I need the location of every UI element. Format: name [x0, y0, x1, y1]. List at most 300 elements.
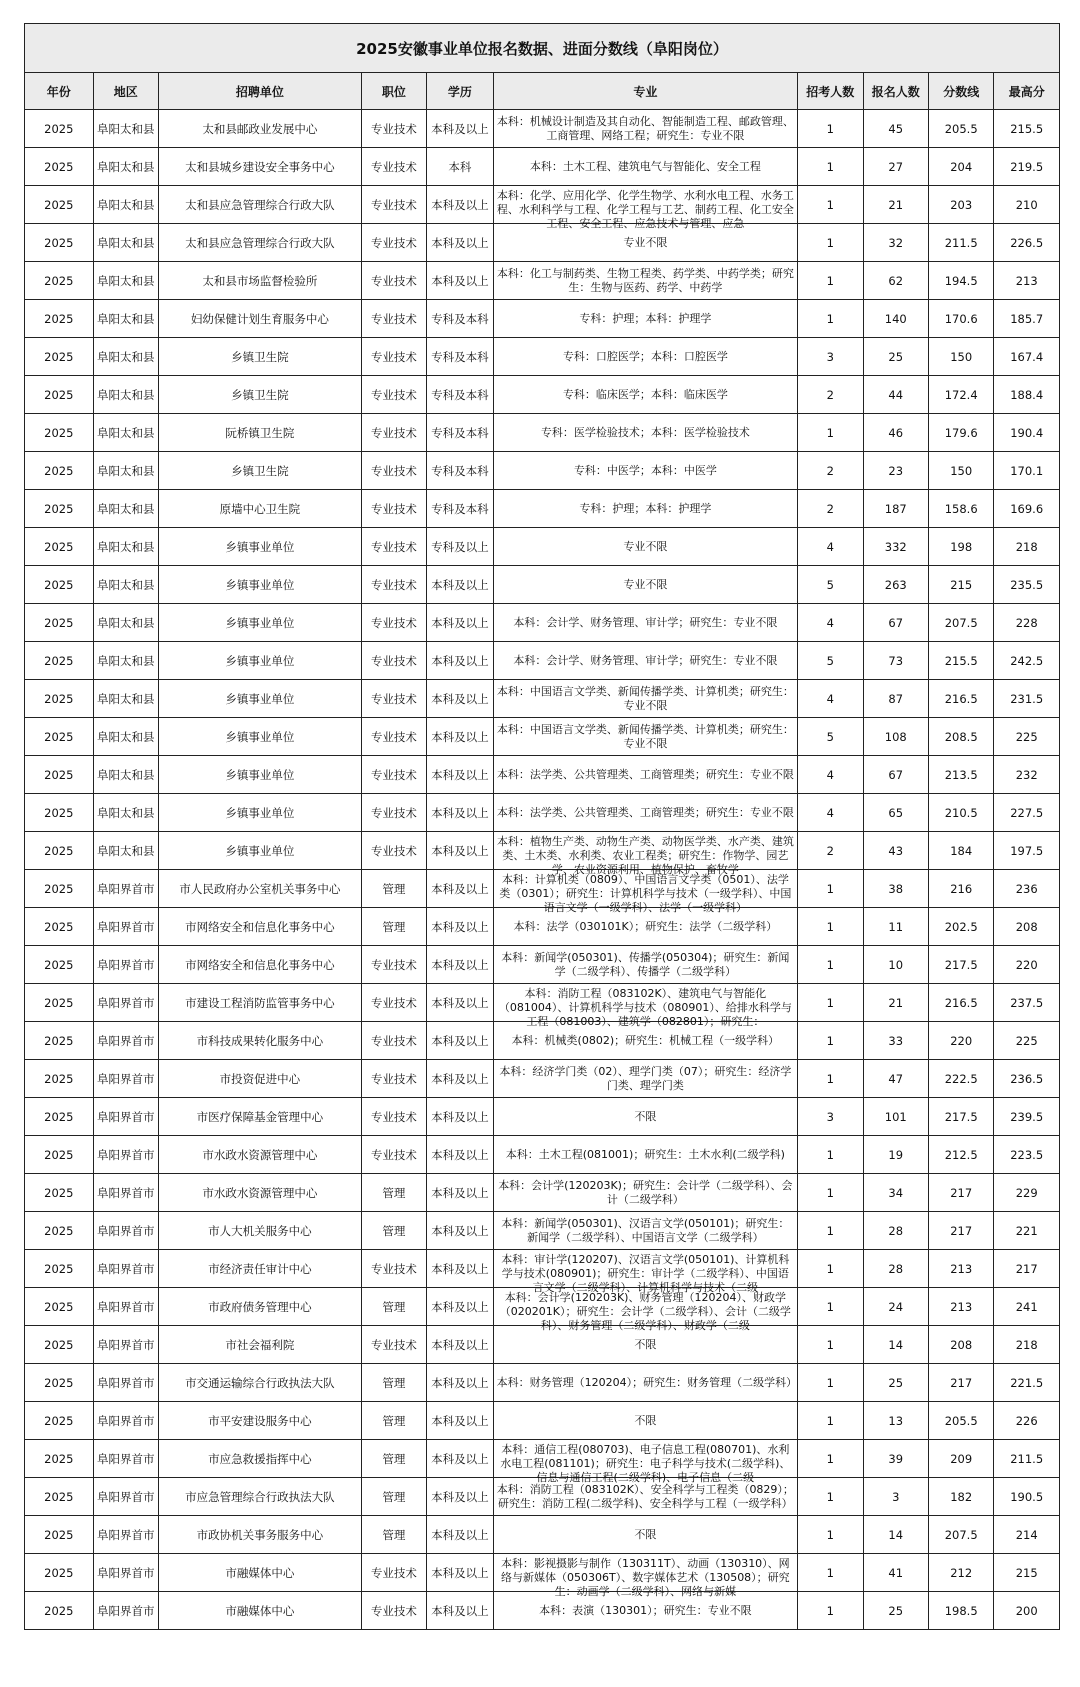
- position-cell: 专业技术: [361, 794, 426, 832]
- major-cell: [493, 566, 797, 604]
- major-text: 专科：口腔医学；本科：口腔医学: [562, 349, 728, 363]
- cutoff-score-cell: 216.5: [928, 680, 993, 718]
- max-score-cell: 170.1: [994, 452, 1060, 490]
- education-cell: 专科及本科: [427, 376, 494, 414]
- major-text: 本科：审计学(120207)、汉语言文学(050101)、计算机科学与技术(080901)；研究生：审计学（二级学科）、中国语言文学（二级学科）、计算机科学与技术（二级: [501, 1252, 790, 1294]
- region-cell: 阜阳太和县: [93, 110, 158, 148]
- major-text: 本科：通信工程(080703)、电子信息工程(080701)、水利水电工程(081101)；研究生：电子科学与技术(二级学科)、信息与通信工程(二级学科)、电子信息（二级: [500, 1442, 791, 1484]
- openings-cell: 3: [798, 338, 863, 376]
- education-cell: 本科及以上: [427, 566, 494, 604]
- applicants-cell: 3: [863, 1478, 928, 1516]
- position-cell: 管理: [361, 1440, 426, 1478]
- openings-cell: 1: [798, 1060, 863, 1098]
- employer-cell: 乡镇卫生院: [159, 338, 362, 376]
- openings-cell: 4: [798, 756, 863, 794]
- region-cell: 阜阳太和县: [93, 300, 158, 338]
- position-cell: 专业技术: [361, 148, 426, 186]
- table-row: [25, 604, 1060, 642]
- position-cell: 专业技术: [361, 452, 426, 490]
- year-cell: 2025: [25, 490, 94, 528]
- year-cell: 2025: [25, 1174, 94, 1212]
- max-score-cell: 219.5: [994, 148, 1060, 186]
- major-text: 本科：计算机类（0809）、中国语言文学类（0501）、法学类（0301）；研究生：计算机科学与技术（一级学科）、中国语言文学（一级学科）、法学（一级学科）: [499, 872, 792, 914]
- year-cell: 2025: [25, 186, 94, 224]
- region-cell: 阜阳太和县: [93, 452, 158, 490]
- major-text: 本科：会计学、财务管理、审计学；研究生：专业不限: [513, 653, 778, 667]
- table-row: [25, 338, 1060, 376]
- applicants-cell: 43: [863, 832, 928, 870]
- table-row: [25, 680, 1060, 718]
- major-cell: [493, 148, 797, 186]
- major-cell: [493, 1554, 797, 1598]
- openings-cell: 1: [798, 1326, 863, 1364]
- position-cell: 管理: [361, 1174, 426, 1212]
- openings-cell: 4: [798, 604, 863, 642]
- education-cell: 专科及本科: [427, 490, 494, 528]
- cutoff-score-cell: 209: [928, 1440, 993, 1478]
- applicants-cell: 38: [863, 870, 928, 908]
- applicants-cell: 39: [863, 1440, 928, 1478]
- max-score-cell: 221.5: [994, 1364, 1060, 1402]
- max-score-cell: 197.5: [994, 832, 1060, 870]
- employer-cell: 市应急管理综合行政执法大队: [159, 1478, 362, 1516]
- year-cell: 2025: [25, 338, 94, 376]
- major-text: 本科：消防工程（083102K）、建筑电气与智能化（081004）、计算机科学与技术（080901）、给排水科学与工程（081003）、建筑学（082801）；研究生：: [498, 986, 792, 1028]
- applicants-cell: 45: [863, 110, 928, 148]
- major-text: 本科：化工与制药类、生物工程类、药学类、中药学类；研究生：生物与医药、药学、中药学: [496, 266, 794, 294]
- openings-cell: 1: [798, 300, 863, 338]
- year-cell: 2025: [25, 756, 94, 794]
- applicants-cell: 332: [863, 528, 928, 566]
- max-score-cell: 235.5: [994, 566, 1060, 604]
- table-row: [25, 1440, 1060, 1478]
- applicants-cell: 263: [863, 566, 928, 604]
- table-row: [25, 1402, 1060, 1440]
- openings-cell: 1: [798, 1402, 863, 1440]
- table-row: [25, 1250, 1060, 1288]
- major-text: 本科：法学类、公共管理类、工商管理类；研究生：专业不限: [496, 805, 794, 819]
- major-cell: [493, 1174, 797, 1212]
- education-cell: 本科及以上: [427, 984, 494, 1022]
- applicants-cell: 25: [863, 1364, 928, 1402]
- table-row: [25, 452, 1060, 490]
- education-cell: 本科及以上: [427, 1022, 494, 1060]
- applicants-cell: 46: [863, 414, 928, 452]
- applicants-cell: 34: [863, 1174, 928, 1212]
- max-score-cell: 215: [994, 1554, 1060, 1592]
- max-score-cell: 242.5: [994, 642, 1060, 680]
- major-text: 不限: [634, 1413, 657, 1427]
- region-cell: 阜阳太和县: [93, 718, 158, 756]
- table-row: [25, 414, 1060, 452]
- max-score-cell: 239.5: [994, 1098, 1060, 1136]
- major-text: 专业不限: [623, 235, 668, 249]
- employer-cell: 乡镇事业单位: [159, 756, 362, 794]
- max-score-cell: 241: [994, 1288, 1060, 1326]
- major-text: 专科：中医学；本科：中医学: [573, 463, 717, 477]
- major-text: 本科：机械类(0802)；研究生：机械工程（一级学科）: [511, 1033, 780, 1047]
- position-cell: 专业技术: [361, 490, 426, 528]
- header-year: 年份: [25, 73, 94, 110]
- applicants-cell: 21: [863, 186, 928, 224]
- table-row: [25, 1060, 1060, 1098]
- position-cell: 专业技术: [361, 604, 426, 642]
- header-employer: 招聘单位: [159, 73, 362, 110]
- employer-cell: 太和县应急管理综合行政大队: [159, 224, 362, 262]
- year-cell: 2025: [25, 224, 94, 262]
- position-cell: 专业技术: [361, 1022, 426, 1060]
- cutoff-score-cell: 208.5: [928, 718, 993, 756]
- major-cell: [493, 946, 797, 984]
- employer-cell: 市平安建设服务中心: [159, 1402, 362, 1440]
- openings-cell: 4: [798, 794, 863, 832]
- major-text: 不限: [634, 1109, 657, 1123]
- header-position: 职位: [361, 73, 426, 110]
- openings-cell: 1: [798, 1288, 863, 1326]
- employer-cell: 太和县应急管理综合行政大队: [159, 186, 362, 224]
- region-cell: 阜阳界首市: [93, 1098, 158, 1136]
- year-cell: 2025: [25, 1478, 94, 1516]
- position-cell: 管理: [361, 1364, 426, 1402]
- year-cell: 2025: [25, 1288, 94, 1326]
- employer-cell: 太和县城乡建设安全事务中心: [159, 148, 362, 186]
- region-cell: 阜阳界首市: [93, 908, 158, 946]
- max-score-cell: 218: [994, 1326, 1060, 1364]
- employer-cell: 市政协机关事务服务中心: [159, 1516, 362, 1554]
- region-cell: 阜阳太和县: [93, 338, 158, 376]
- table-body: [25, 110, 1060, 1630]
- applicants-cell: 13: [863, 1402, 928, 1440]
- applicants-cell: 65: [863, 794, 928, 832]
- major-cell: [493, 110, 797, 148]
- cutoff-score-cell: 215: [928, 566, 993, 604]
- applicants-cell: 62: [863, 262, 928, 300]
- education-cell: 本科及以上: [427, 186, 494, 224]
- region-cell: 阜阳太和县: [93, 794, 158, 832]
- applicants-cell: 24: [863, 1288, 928, 1326]
- applicants-cell: 41: [863, 1554, 928, 1592]
- cutoff-score-cell: 213.5: [928, 756, 993, 794]
- region-cell: 阜阳界首市: [93, 1326, 158, 1364]
- position-cell: 管理: [361, 1212, 426, 1250]
- employer-cell: 太和县邮政业发展中心: [159, 110, 362, 148]
- table-row: [25, 1478, 1060, 1516]
- max-score-cell: 225: [994, 1022, 1060, 1060]
- cutoff-score-cell: 202.5: [928, 908, 993, 946]
- major-text: 本科：消防工程（083102K）、安全科学与工程类（0829）；研究生：消防工程(二级学科)、安全科学与工程（一级学科）: [496, 1482, 794, 1510]
- major-cell: [493, 1250, 797, 1294]
- employer-cell: 市投资促进中心: [159, 1060, 362, 1098]
- max-score-cell: 225: [994, 718, 1060, 756]
- position-cell: 管理: [361, 1288, 426, 1326]
- applicants-cell: 21: [863, 984, 928, 1022]
- major-cell: [493, 680, 797, 718]
- max-score-cell: 228: [994, 604, 1060, 642]
- region-cell: 阜阳界首市: [93, 1136, 158, 1174]
- cutoff-score-cell: 194.5: [928, 262, 993, 300]
- major-cell: [493, 528, 797, 566]
- openings-cell: 5: [798, 566, 863, 604]
- table-row: [25, 870, 1060, 908]
- position-cell: 管理: [361, 1478, 426, 1516]
- table-row: [25, 1592, 1060, 1630]
- major-cell: [493, 756, 797, 794]
- employer-cell: 市水政水资源管理中心: [159, 1174, 362, 1212]
- applicants-cell: 187: [863, 490, 928, 528]
- region-cell: 阜阳界首市: [93, 1516, 158, 1554]
- table-header-row: [25, 73, 1060, 110]
- year-cell: 2025: [25, 148, 94, 186]
- employer-cell: 乡镇事业单位: [159, 794, 362, 832]
- region-cell: 阜阳界首市: [93, 1212, 158, 1250]
- cutoff-score-cell: 150: [928, 338, 993, 376]
- education-cell: 本科及以上: [427, 1136, 494, 1174]
- cutoff-score-cell: 204: [928, 148, 993, 186]
- max-score-cell: 169.6: [994, 490, 1060, 528]
- max-score-cell: 221: [994, 1212, 1060, 1250]
- year-cell: 2025: [25, 832, 94, 870]
- education-cell: 本科及以上: [427, 1364, 494, 1402]
- employer-cell: 乡镇事业单位: [159, 642, 362, 680]
- employer-cell: 乡镇事业单位: [159, 680, 362, 718]
- cutoff-score-cell: 216: [928, 870, 993, 908]
- position-cell: 专业技术: [361, 376, 426, 414]
- major-cell: [493, 1060, 797, 1098]
- major-text: 本科：中国语言文学类、新闻传播学类、计算机类；研究生：专业不限: [496, 684, 794, 712]
- applicants-cell: 47: [863, 1060, 928, 1098]
- max-score-cell: 227.5: [994, 794, 1060, 832]
- major-text: 不限: [634, 1527, 657, 1541]
- region-cell: 阜阳界首市: [93, 1592, 158, 1630]
- position-cell: 专业技术: [361, 110, 426, 148]
- year-cell: 2025: [25, 110, 94, 148]
- year-cell: 2025: [25, 984, 94, 1022]
- max-score-cell: 213: [994, 262, 1060, 300]
- major-text: 本科：财务管理（120204）；研究生：财务管理（二级学科）: [496, 1375, 798, 1389]
- major-text: 本科：土木工程、建筑电气与智能化、安全工程: [529, 159, 761, 173]
- major-text: 专科：护理；本科：护理学: [579, 311, 712, 325]
- position-cell: 管理: [361, 870, 426, 908]
- education-cell: 本科及以上: [427, 1478, 494, 1516]
- region-cell: 阜阳太和县: [93, 376, 158, 414]
- cutoff-score-cell: 170.6: [928, 300, 993, 338]
- major-cell: [493, 338, 797, 376]
- table-row: [25, 186, 1060, 224]
- employer-cell: 市交通运输综合行政执法大队: [159, 1364, 362, 1402]
- position-cell: 专业技术: [361, 528, 426, 566]
- year-cell: 2025: [25, 1250, 94, 1288]
- education-cell: 本科及以上: [427, 1440, 494, 1478]
- openings-cell: 1: [798, 908, 863, 946]
- cutoff-score-cell: 210.5: [928, 794, 993, 832]
- cutoff-score-cell: 217: [928, 1364, 993, 1402]
- position-cell: 专业技术: [361, 414, 426, 452]
- major-cell: [493, 262, 797, 300]
- openings-cell: 1: [798, 946, 863, 984]
- max-score-cell: 229: [994, 1174, 1060, 1212]
- max-score-cell: 210: [994, 186, 1060, 224]
- table-row: [25, 224, 1060, 262]
- max-score-cell: 188.4: [994, 376, 1060, 414]
- major-cell: [493, 1136, 797, 1174]
- max-score-cell: 208: [994, 908, 1060, 946]
- education-cell: 本科及以上: [427, 832, 494, 870]
- major-text: 专业不限: [623, 539, 668, 553]
- table-row: [25, 1516, 1060, 1554]
- region-cell: 阜阳太和县: [93, 604, 158, 642]
- employer-cell: 市水政水资源管理中心: [159, 1136, 362, 1174]
- position-cell: 专业技术: [361, 718, 426, 756]
- year-cell: 2025: [25, 1516, 94, 1554]
- region-cell: 阜阳太和县: [93, 490, 158, 528]
- major-cell: [493, 1440, 797, 1484]
- region-cell: 阜阳界首市: [93, 1478, 158, 1516]
- major-text: 本科：机械设计制造及其自动化、智能制造工程、邮政管理、工商管理、网络工程；研究生：专业不限: [496, 114, 794, 142]
- header-education: 学历: [427, 73, 494, 110]
- cutoff-score-cell: 150: [928, 452, 993, 490]
- cutoff-score-cell: 216.5: [928, 984, 993, 1022]
- education-cell: 本科及以上: [427, 1212, 494, 1250]
- cutoff-score-cell: 203: [928, 186, 993, 224]
- major-text: 专科：护理；本科：护理学: [579, 501, 712, 515]
- table-row: [25, 756, 1060, 794]
- position-cell: 专业技术: [361, 1060, 426, 1098]
- cutoff-score-cell: 207.5: [928, 1516, 993, 1554]
- employer-cell: 太和县市场监督检验所: [159, 262, 362, 300]
- max-score-cell: 167.4: [994, 338, 1060, 376]
- major-text: 本科：植物生产类、动物生产类、动物医学类、水产类、建筑类、土木类、水利类、农业工程类；研究生：作物学、园艺学、农业资源利用、植物保护、畜牧学: [496, 834, 794, 876]
- employer-cell: 市科技成果转化服务中心: [159, 1022, 362, 1060]
- education-cell: 本科: [427, 148, 494, 186]
- applicants-cell: 23: [863, 452, 928, 490]
- employer-cell: 市医疗保障基金管理中心: [159, 1098, 362, 1136]
- openings-cell: 1: [798, 1478, 863, 1516]
- position-cell: 专业技术: [361, 984, 426, 1022]
- education-cell: 专科及本科: [427, 414, 494, 452]
- major-text: 本科：土木工程(081001)；研究生：土木水利(二级学科): [505, 1147, 785, 1161]
- table-row: [25, 148, 1060, 186]
- employer-cell: 市政府债务管理中心: [159, 1288, 362, 1326]
- applicants-cell: 19: [863, 1136, 928, 1174]
- major-cell: [493, 1212, 797, 1250]
- year-cell: 2025: [25, 604, 94, 642]
- max-score-cell: 226: [994, 1402, 1060, 1440]
- applicants-cell: 11: [863, 908, 928, 946]
- position-cell: 专业技术: [361, 262, 426, 300]
- position-cell: 专业技术: [361, 338, 426, 376]
- table-row: [25, 566, 1060, 604]
- cutoff-score-cell: 212.5: [928, 1136, 993, 1174]
- education-cell: 本科及以上: [427, 1174, 494, 1212]
- region-cell: 阜阳界首市: [93, 946, 158, 984]
- year-cell: 2025: [25, 1326, 94, 1364]
- year-cell: 2025: [25, 908, 94, 946]
- openings-cell: 1: [798, 262, 863, 300]
- major-text: 本科：表演（130301）；研究生：专业不限: [539, 1603, 752, 1617]
- cutoff-score-cell: 198: [928, 528, 993, 566]
- openings-cell: 2: [798, 376, 863, 414]
- max-score-cell: 236: [994, 870, 1060, 908]
- education-cell: 本科及以上: [427, 908, 494, 946]
- employer-cell: 市建设工程消防监管事务中心: [159, 984, 362, 1022]
- region-cell: 阜阳太和县: [93, 224, 158, 262]
- openings-cell: 1: [798, 984, 863, 1022]
- major-cell: [493, 832, 797, 876]
- year-cell: 2025: [25, 1022, 94, 1060]
- education-cell: 本科及以上: [427, 1402, 494, 1440]
- max-score-cell: 190.5: [994, 1478, 1060, 1516]
- applicants-cell: 14: [863, 1326, 928, 1364]
- applicants-cell: 32: [863, 224, 928, 262]
- education-cell: 专科及本科: [427, 300, 494, 338]
- applicants-cell: 28: [863, 1212, 928, 1250]
- openings-cell: 1: [798, 1136, 863, 1174]
- year-cell: 2025: [25, 1554, 94, 1592]
- year-cell: 2025: [25, 680, 94, 718]
- employer-cell: 乡镇卫生院: [159, 452, 362, 490]
- openings-cell: 1: [798, 148, 863, 186]
- cutoff-score-cell: 217: [928, 1212, 993, 1250]
- major-cell: [493, 452, 797, 490]
- employer-cell: 乡镇事业单位: [159, 566, 362, 604]
- table-row: [25, 718, 1060, 756]
- table-row: [25, 1098, 1060, 1136]
- cutoff-score-cell: 184: [928, 832, 993, 870]
- cutoff-score-cell: 205.5: [928, 1402, 993, 1440]
- major-text: 本科：会计学(120203K)；研究生：会计学（二级学科）、会计（二级学科）: [498, 1178, 793, 1206]
- year-cell: 2025: [25, 1440, 94, 1478]
- applicants-cell: 140: [863, 300, 928, 338]
- employer-cell: 原墙中心卫生院: [159, 490, 362, 528]
- cutoff-score-cell: 213: [928, 1250, 993, 1288]
- year-cell: 2025: [25, 1136, 94, 1174]
- applicants-cell: 87: [863, 680, 928, 718]
- employer-cell: 乡镇事业单位: [159, 528, 362, 566]
- position-cell: 专业技术: [361, 566, 426, 604]
- table-row: [25, 794, 1060, 832]
- max-score-cell: 215.5: [994, 110, 1060, 148]
- table-row: [25, 832, 1060, 870]
- major-text: 本科：中国语言文学类、新闻传播学类、计算机类；研究生：专业不限: [496, 722, 794, 750]
- major-cell: [493, 1478, 797, 1516]
- openings-cell: 1: [798, 1516, 863, 1554]
- year-cell: 2025: [25, 262, 94, 300]
- header-major: 专业: [493, 73, 797, 110]
- education-cell: 本科及以上: [427, 1098, 494, 1136]
- position-cell: 专业技术: [361, 1554, 426, 1592]
- education-cell: 本科及以上: [427, 110, 494, 148]
- max-score-cell: 232: [994, 756, 1060, 794]
- max-score-cell: 226.5: [994, 224, 1060, 262]
- major-cell: [493, 604, 797, 642]
- position-cell: 专业技术: [361, 224, 426, 262]
- openings-cell: 1: [798, 1212, 863, 1250]
- table-row: [25, 946, 1060, 984]
- cutoff-score-cell: 158.6: [928, 490, 993, 528]
- openings-cell: 1: [798, 224, 863, 262]
- employer-cell: 妇幼保健计划生育服务中心: [159, 300, 362, 338]
- table-row: [25, 300, 1060, 338]
- employer-cell: 市融媒体中心: [159, 1554, 362, 1592]
- table-row: [25, 642, 1060, 680]
- openings-cell: 4: [798, 528, 863, 566]
- openings-cell: 2: [798, 832, 863, 870]
- employer-cell: 市应急救援指挥中心: [159, 1440, 362, 1478]
- major-cell: [493, 300, 797, 338]
- major-text: 专科：医学检验技术；本科：医学检验技术: [540, 425, 750, 439]
- table-title: 2025安徽事业单位报名数据、进面分数线（阜阳岗位）: [25, 24, 1060, 73]
- employer-cell: 市网络安全和信息化事务中心: [159, 908, 362, 946]
